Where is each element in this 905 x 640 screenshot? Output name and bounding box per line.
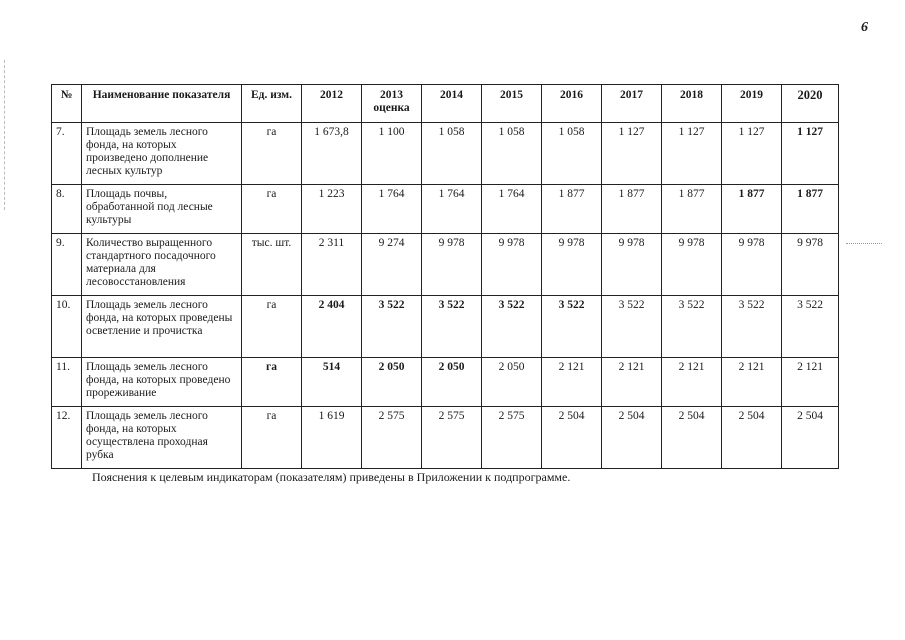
side-dotted-mark — [846, 243, 882, 244]
header-unit: Ед. изм. — [242, 85, 302, 123]
row-num: 11. — [52, 358, 82, 407]
value-2016: 2 504 — [542, 407, 602, 469]
value-2019: 9 978 — [722, 234, 782, 296]
value-2016: 2 121 — [542, 358, 602, 407]
value-2020: 1 127 — [782, 123, 839, 185]
value-2012: 2 404 — [302, 296, 362, 358]
value-2017: 2 504 — [602, 407, 662, 469]
table-row — [52, 234, 839, 296]
header-year-2020: 2020 — [782, 85, 839, 123]
value-2018: 3 522 — [662, 296, 722, 358]
row-num: 10. — [52, 296, 82, 358]
value-2015: 9 978 — [482, 234, 542, 296]
row-unit: га — [242, 185, 302, 234]
value-2017: 9 978 — [602, 234, 662, 296]
value-2017: 3 522 — [602, 296, 662, 358]
value-2018: 1 877 — [662, 185, 722, 234]
value-2014: 9 978 — [422, 234, 482, 296]
value-2020: 2 504 — [782, 407, 839, 469]
value-2018: 2 121 — [662, 358, 722, 407]
value-2013: 1 764 — [362, 185, 422, 234]
header-num: № — [52, 85, 82, 123]
margin-scan-mark — [4, 60, 6, 210]
table-header-row — [52, 85, 839, 123]
header-year-2012: 2012 — [302, 85, 362, 123]
value-2016: 3 522 — [542, 296, 602, 358]
value-2018: 2 504 — [662, 407, 722, 469]
header-year-2014: 2014 — [422, 85, 482, 123]
value-2014: 2 050 — [422, 358, 482, 407]
row-indicator-name: Площадь земель лесного фонда, на которых произведено дополнение лесных культур — [82, 123, 242, 185]
row-unit: га — [242, 296, 302, 358]
row-num: 7. — [52, 123, 82, 185]
value-2012: 514 — [302, 358, 362, 407]
row-indicator-name: Количество выращенного стандартного посадочного материала для лесовосстановления — [82, 234, 242, 296]
header-year-2015: 2015 — [482, 85, 542, 123]
footnote: Пояснения к целевым индикаторам (показателям) приведены в Приложении к подпрограмме. — [92, 470, 571, 484]
row-unit: га — [242, 407, 302, 469]
value-2015: 2 575 — [482, 407, 542, 469]
value-2017: 1 877 — [602, 185, 662, 234]
row-indicator-name: Площадь земель лесного фонда, на которых проведено прореживание — [82, 358, 242, 407]
value-2015: 3 522 — [482, 296, 542, 358]
value-2012: 1 223 — [302, 185, 362, 234]
value-2014: 3 522 — [422, 296, 482, 358]
value-2012: 1 673,8 — [302, 123, 362, 185]
value-2015: 1 058 — [482, 123, 542, 185]
value-2016: 1 058 — [542, 123, 602, 185]
header-year-2019: 2019 — [722, 85, 782, 123]
value-2015: 2 050 — [482, 358, 542, 407]
table-row — [52, 123, 839, 185]
value-2019: 3 522 — [722, 296, 782, 358]
value-2019: 2 504 — [722, 407, 782, 469]
page-number: 6 — [861, 20, 868, 35]
value-2019: 1 877 — [722, 185, 782, 234]
table-row — [52, 358, 839, 407]
value-2014: 1 058 — [422, 123, 482, 185]
value-2018: 9 978 — [662, 234, 722, 296]
value-2020: 9 978 — [782, 234, 839, 296]
value-2015: 1 764 — [482, 185, 542, 234]
value-2020: 3 522 — [782, 296, 839, 358]
value-2019: 1 127 — [722, 123, 782, 185]
header-year-2017: 2017 — [602, 85, 662, 123]
value-2020: 1 877 — [782, 185, 839, 234]
value-2016: 1 877 — [542, 185, 602, 234]
header-indicator-name: Наименование показателя — [82, 85, 242, 123]
row-unit: га — [242, 358, 302, 407]
row-num: 9. — [52, 234, 82, 296]
value-2019: 2 121 — [722, 358, 782, 407]
value-2014: 1 764 — [422, 185, 482, 234]
value-2014: 2 575 — [422, 407, 482, 469]
value-2018: 1 127 — [662, 123, 722, 185]
header-year-2016: 2016 — [542, 85, 602, 123]
value-2013: 3 522 — [362, 296, 422, 358]
value-2013: 2 575 — [362, 407, 422, 469]
row-num: 12. — [52, 407, 82, 469]
row-num: 8. — [52, 185, 82, 234]
row-indicator-name: Площадь земель лесного фонда, на которых осуществлена проходная рубка — [82, 407, 242, 469]
value-2012: 2 311 — [302, 234, 362, 296]
header-year-2013: 2013 оценка — [362, 85, 422, 123]
row-indicator-name: Площадь почвы, обработанной под лесные культуры — [82, 185, 242, 234]
value-2017: 2 121 — [602, 358, 662, 407]
row-indicator-name: Площадь земель лесного фонда, на которых проведены осветление и прочистка — [82, 296, 242, 358]
indicators-table — [51, 84, 839, 469]
table-row — [52, 407, 839, 469]
table-row — [52, 185, 839, 234]
header-year-2018: 2018 — [662, 85, 722, 123]
value-2017: 1 127 — [602, 123, 662, 185]
value-2020: 2 121 — [782, 358, 839, 407]
table-row — [52, 296, 839, 358]
row-unit: га — [242, 123, 302, 185]
value-2016: 9 978 — [542, 234, 602, 296]
value-2013: 1 100 — [362, 123, 422, 185]
value-2013: 2 050 — [362, 358, 422, 407]
row-unit: тыс. шт. — [242, 234, 302, 296]
value-2012: 1 619 — [302, 407, 362, 469]
value-2013: 9 274 — [362, 234, 422, 296]
